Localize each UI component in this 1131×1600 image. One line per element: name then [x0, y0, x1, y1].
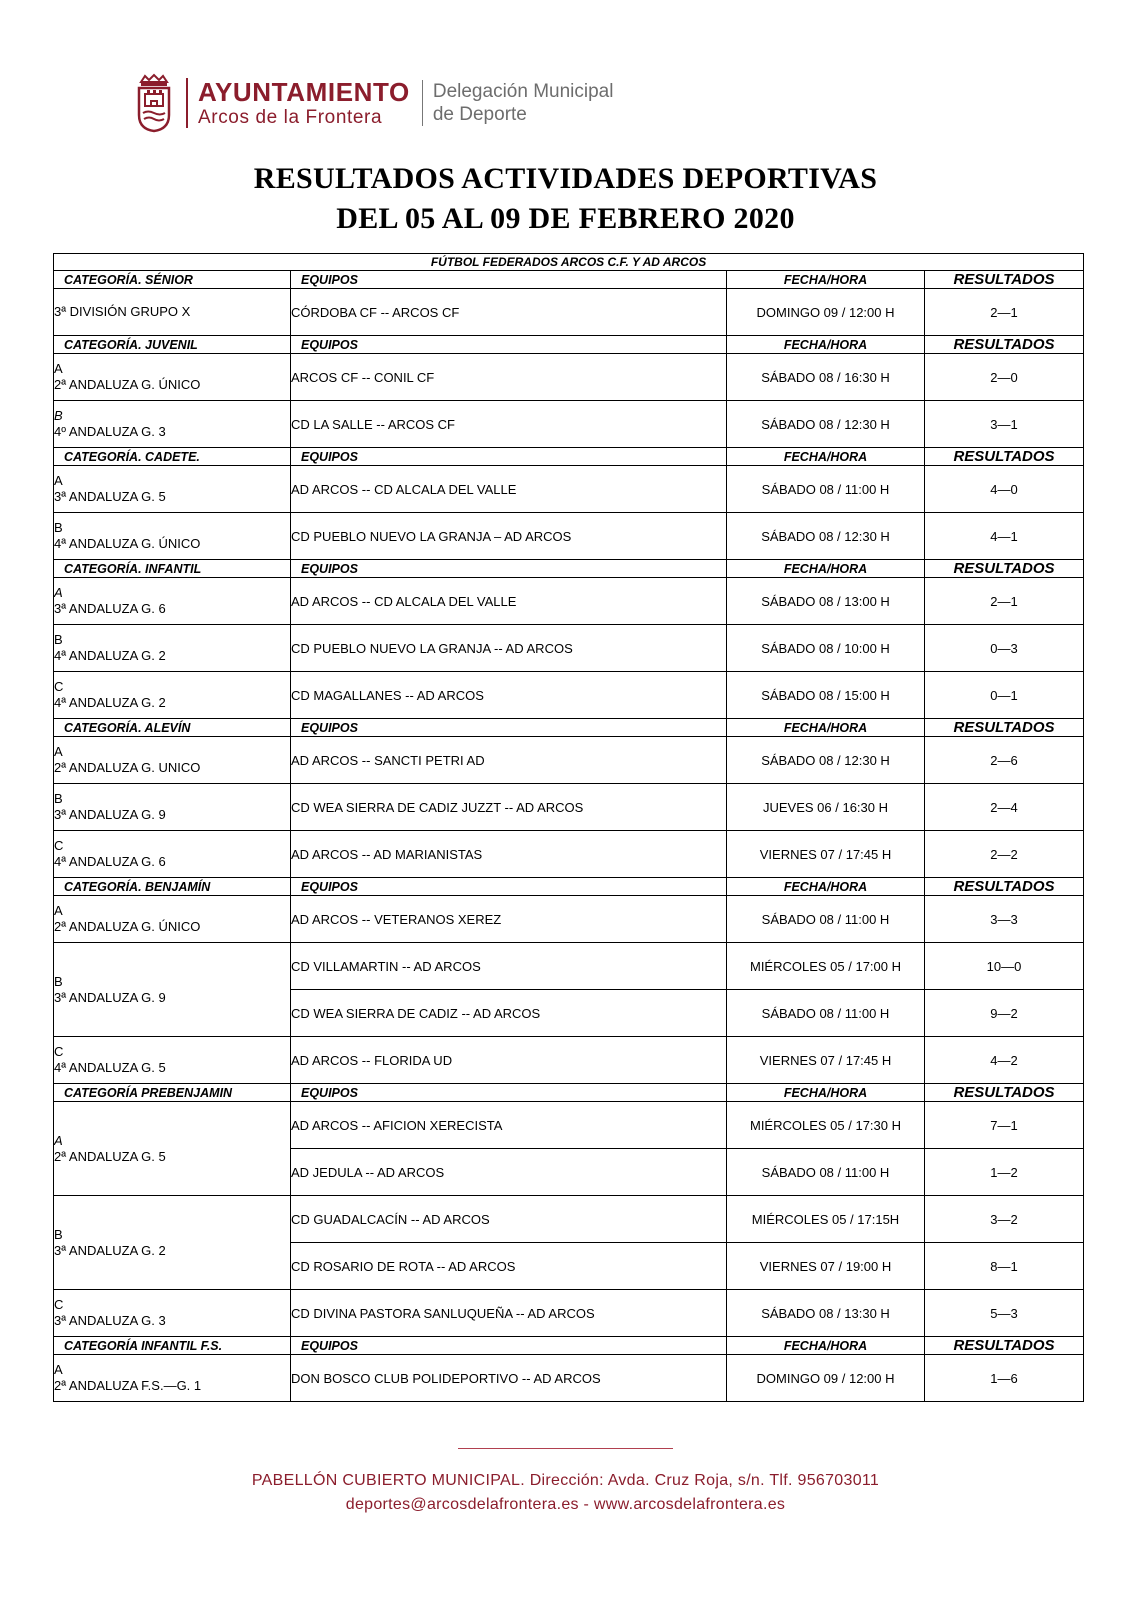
column-header-equipos: EQUIPOS — [291, 878, 727, 896]
match-teams: CD ROSARIO DE ROTA -- AD ARCOS — [291, 1243, 727, 1290]
match-result: 0—3 — [925, 625, 1084, 672]
group-level: C — [54, 1297, 64, 1312]
match-result: 5—3 — [925, 1290, 1084, 1337]
match-result: 2—0 — [925, 354, 1084, 401]
group-level: C — [54, 679, 64, 694]
category-header-row — [54, 1084, 1084, 1102]
column-header-fecha: FECHA/HORA — [727, 560, 925, 578]
group-level: A — [54, 744, 63, 759]
column-header-equipos: EQUIPOS — [291, 336, 727, 354]
column-header-resultados: RESULTADOS — [925, 1337, 1084, 1355]
column-header-resultados: RESULTADOS — [925, 878, 1084, 896]
category-header-row — [54, 271, 1084, 289]
match-teams: AD ARCOS -- AD MARIANISTAS — [291, 831, 727, 878]
category-name: CATEGORÍA. INFANTIL — [54, 560, 291, 578]
match-teams: AD ARCOS -- CD ALCALA DEL VALLE — [291, 578, 727, 625]
category-name: CATEGORÍA PREBENJAMIN — [54, 1084, 291, 1102]
table-row — [54, 1037, 1084, 1084]
match-teams: CD PUEBLO NUEVO LA GRANJA – AD ARCOS — [291, 513, 727, 560]
match-teams: AD ARCOS -- CD ALCALA DEL VALLE — [291, 466, 727, 513]
table-row — [54, 625, 1084, 672]
match-result: 4—0 — [925, 466, 1084, 513]
column-header-equipos: EQUIPOS — [291, 448, 727, 466]
delegation-line-2: de Deporte — [432, 104, 527, 125]
results-table — [53, 253, 1084, 1402]
division-cell — [54, 1102, 291, 1196]
column-header-equipos: EQUIPOS — [291, 271, 727, 289]
table-row — [54, 578, 1084, 625]
table-row — [54, 672, 1084, 719]
match-teams: CÓRDOBA CF -- ARCOS CF — [291, 289, 727, 336]
match-date: VIERNES 07 / 17:45 H — [727, 1037, 925, 1084]
column-header-equipos: EQUIPOS — [291, 560, 727, 578]
division-cell — [54, 737, 291, 784]
division-cell — [54, 401, 291, 448]
logo-divider-2 — [422, 80, 423, 126]
division-name: 3ª ANDALUZA G. 9 — [54, 989, 166, 1005]
division-name: 3ª DIVISIÓN GRUPO X — [54, 304, 191, 319]
group-level: A — [54, 903, 63, 918]
town-crest-icon — [136, 73, 172, 133]
division-cell — [54, 513, 291, 560]
group-level: B — [54, 632, 63, 647]
division-name: 4ª ANDALUZA G. 2 — [54, 695, 166, 710]
table-row — [54, 737, 1084, 784]
column-header-equipos: EQUIPOS — [291, 1084, 727, 1102]
division-cell — [54, 625, 291, 672]
match-date: SÁBADO 08 / 13:00 H — [727, 578, 925, 625]
category-name: CATEGORÍA. JUVENIL — [54, 336, 291, 354]
column-header-resultados: RESULTADOS — [925, 448, 1084, 466]
table-row — [54, 784, 1084, 831]
table-row — [54, 831, 1084, 878]
division-cell — [54, 1196, 291, 1290]
table-row — [54, 401, 1084, 448]
division-name: 3ª ANDALUZA G. 9 — [54, 807, 166, 822]
results-table-body — [54, 254, 1084, 1402]
match-result: 1—6 — [925, 1355, 1084, 1402]
division-name: 2ª ANDALUZA F.S.—G. 1 — [54, 1378, 202, 1393]
division-cell — [54, 831, 291, 878]
division-cell — [54, 672, 291, 719]
match-date: SÁBADO 08 / 11:00 H — [727, 466, 925, 513]
division-cell — [54, 578, 291, 625]
column-header-fecha: FECHA/HORA — [727, 719, 925, 737]
match-teams: CD GUADALCACÍN -- AD ARCOS — [291, 1196, 727, 1243]
match-teams: ARCOS CF -- CONIL CF — [291, 354, 727, 401]
match-date: SÁBADO 08 / 10:00 H — [727, 625, 925, 672]
footer-divider — [458, 1448, 673, 1449]
column-header-resultados: RESULTADOS — [925, 560, 1084, 578]
match-result: 9—2 — [925, 990, 1084, 1037]
table-row — [54, 1355, 1084, 1402]
group-level: B — [54, 1226, 63, 1242]
category-header-row — [54, 1337, 1084, 1355]
group-level: A — [54, 473, 63, 488]
column-header-fecha: FECHA/HORA — [727, 271, 925, 289]
column-header-equipos: EQUIPOS — [291, 719, 727, 737]
match-date: DOMINGO 09 / 12:00 H — [727, 1355, 925, 1402]
match-teams: AD ARCOS -- FLORIDA UD — [291, 1037, 727, 1084]
group-level: A — [54, 1132, 63, 1148]
division-name: 4º ANDALUZA G. 3 — [54, 424, 166, 439]
match-result: 3—3 — [925, 896, 1084, 943]
org-name: AYUNTAMIENTO — [198, 77, 410, 107]
ayuntamiento-wordmark — [198, 79, 410, 127]
division-name: 4ª ANDALUZA G. 5 — [54, 1060, 166, 1075]
table-row — [54, 466, 1084, 513]
match-result: 3—2 — [925, 1196, 1084, 1243]
match-teams: CD LA SALLE -- ARCOS CF — [291, 401, 727, 448]
division-cell — [54, 896, 291, 943]
logo-divider — [186, 78, 188, 128]
match-teams: AD ARCOS -- SANCTI PETRI AD — [291, 737, 727, 784]
table-row — [54, 1102, 1084, 1149]
column-header-equipos: EQUIPOS — [291, 1337, 727, 1355]
division-name: 2ª ANDALUZA G. UNICO — [54, 760, 201, 775]
group-level: B — [54, 520, 63, 535]
footer-address: PABELLÓN CUBIERTO MUNICIPAL. Dirección: Avda. Cruz Roja, s/n. Tlf. 956703011 — [251, 1472, 880, 1489]
town-name: Arcos de la Frontera — [198, 107, 383, 128]
division-cell — [54, 1355, 291, 1402]
match-result: 2—1 — [925, 289, 1084, 336]
table-row — [54, 354, 1084, 401]
group-level: B — [54, 973, 63, 989]
table-row — [54, 289, 1084, 336]
match-date: MIÉRCOLES 05 / 17:15H — [727, 1196, 925, 1243]
group-level: A — [54, 585, 63, 600]
column-header-resultados: RESULTADOS — [925, 719, 1084, 737]
match-result: 2—1 — [925, 578, 1084, 625]
division-name: 4ª ANDALUZA G. ÚNICO — [54, 536, 201, 551]
division-cell — [54, 1037, 291, 1084]
table-row — [54, 943, 1084, 990]
column-header-fecha: FECHA/HORA — [727, 336, 925, 354]
category-name: CATEGORÍA. SÉNIOR — [54, 271, 291, 289]
division-cell — [54, 289, 291, 336]
match-date: SÁBADO 08 / 12:30 H — [727, 513, 925, 560]
group-level: A — [54, 361, 63, 376]
column-header-fecha: FECHA/HORA — [727, 1084, 925, 1102]
group-level: C — [54, 1044, 64, 1059]
match-date: MIÉRCOLES 05 / 17:00 H — [727, 943, 925, 990]
match-teams: AD JEDULA -- AD ARCOS — [291, 1149, 727, 1196]
match-date: VIERNES 07 / 19:00 H — [727, 1243, 925, 1290]
column-header-resultados: RESULTADOS — [925, 1084, 1084, 1102]
delegation-name — [433, 80, 614, 126]
table-banner: FÚTBOL FEDERADOS ARCOS C.F. Y AD ARCOS — [54, 254, 1084, 271]
match-date: SÁBADO 08 / 11:00 H — [727, 896, 925, 943]
header-logo — [136, 72, 613, 134]
match-date: SÁBADO 08 / 15:00 H — [727, 672, 925, 719]
table-row — [54, 896, 1084, 943]
division-name: 3ª ANDALUZA G. 5 — [54, 489, 166, 504]
table-row — [54, 513, 1084, 560]
match-teams: CD VILLAMARTIN -- AD ARCOS — [291, 943, 727, 990]
division-cell — [54, 1290, 291, 1337]
match-result: 4—2 — [925, 1037, 1084, 1084]
match-teams: AD ARCOS -- VETERANOS XEREZ — [291, 896, 727, 943]
division-cell — [54, 943, 291, 1037]
page-title: RESULTADOS ACTIVIDADES DEPORTIVAS — [253, 162, 878, 195]
match-result: 2—2 — [925, 831, 1084, 878]
match-date: DOMINGO 09 / 12:00 H — [727, 289, 925, 336]
division-name: 4ª ANDALUZA G. 6 — [54, 854, 166, 869]
group-level: B — [54, 408, 63, 423]
column-header-resultados: RESULTADOS — [925, 271, 1084, 289]
table-row — [54, 1290, 1084, 1337]
category-header-row — [54, 719, 1084, 737]
division-name: 3ª ANDALUZA G. 3 — [54, 1313, 166, 1328]
match-teams: CD WEA SIERRA DE CADIZ JUZZT -- AD ARCOS — [291, 784, 727, 831]
match-result: 7—1 — [925, 1102, 1084, 1149]
column-header-fecha: FECHA/HORA — [727, 878, 925, 896]
delegation-line-1: Delegación Municipal — [432, 81, 614, 102]
match-teams: AD ARCOS -- AFICION XERECISTA — [291, 1102, 727, 1149]
match-teams: DON BOSCO CLUB POLIDEPORTIVO -- AD ARCOS — [291, 1355, 727, 1402]
column-header-fecha: FECHA/HORA — [727, 1337, 925, 1355]
division-name: 2ª ANDALUZA G. 5 — [54, 1148, 166, 1164]
category-header-row — [54, 336, 1084, 354]
match-teams: CD DIVINA PASTORA SANLUQUEÑA -- AD ARCOS — [291, 1290, 727, 1337]
division-cell — [54, 354, 291, 401]
division-name: 2ª ANDALUZA G. ÚNICO — [54, 377, 201, 392]
category-name: CATEGORÍA. BENJAMÍN — [54, 878, 291, 896]
division-cell — [54, 466, 291, 513]
table-banner-row — [54, 254, 1084, 271]
match-result: 4—1 — [925, 513, 1084, 560]
match-result: 0—1 — [925, 672, 1084, 719]
match-date: SÁBADO 08 / 13:30 H — [727, 1290, 925, 1337]
division-name: 3ª ANDALUZA G. 2 — [54, 1242, 166, 1258]
category-name: CATEGORÍA. CADETE. — [54, 448, 291, 466]
table-row — [54, 1196, 1084, 1243]
match-result: 3—1 — [925, 401, 1084, 448]
match-result: 8—1 — [925, 1243, 1084, 1290]
match-result: 1—2 — [925, 1149, 1084, 1196]
match-date: JUEVES 06 / 16:30 H — [727, 784, 925, 831]
column-header-resultados: RESULTADOS — [925, 336, 1084, 354]
match-date: SÁBADO 08 / 12:30 H — [727, 401, 925, 448]
match-result: 10—0 — [925, 943, 1084, 990]
division-cell — [54, 784, 291, 831]
match-date: MIÉRCOLES 05 / 17:30 H — [727, 1102, 925, 1149]
group-level: C — [54, 838, 64, 853]
match-date: SÁBADO 08 / 12:30 H — [727, 737, 925, 784]
division-name: 3ª ANDALUZA G. 6 — [54, 601, 166, 616]
match-teams: CD WEA SIERRA DE CADIZ -- AD ARCOS — [291, 990, 727, 1037]
match-date: SÁBADO 08 / 11:00 H — [727, 1149, 925, 1196]
category-name: CATEGORÍA. ALEVÍN — [54, 719, 291, 737]
match-date: SÁBADO 08 / 16:30 H — [727, 354, 925, 401]
category-header-row — [54, 560, 1084, 578]
division-name: 2ª ANDALUZA G. ÚNICO — [54, 919, 201, 934]
column-header-fecha: FECHA/HORA — [727, 448, 925, 466]
page-subtitle: DEL 05 AL 09 DE FEBRERO 2020 — [336, 202, 795, 235]
category-header-row — [54, 878, 1084, 896]
group-level: A — [54, 1362, 63, 1377]
category-name: CATEGORÍA INFANTIL F.S. — [54, 1337, 291, 1355]
division-name: 4ª ANDALUZA G. 2 — [54, 648, 166, 663]
match-date: SÁBADO 08 / 11:00 H — [727, 990, 925, 1037]
match-result: 2—4 — [925, 784, 1084, 831]
match-teams: CD MAGALLANES -- AD ARCOS — [291, 672, 727, 719]
match-result: 2—6 — [925, 737, 1084, 784]
match-teams: CD PUEBLO NUEVO LA GRANJA -- AD ARCOS — [291, 625, 727, 672]
footer-contact: deportes@arcosdelafrontera.es - www.arcosdelafrontera.es — [345, 1496, 786, 1513]
match-date: VIERNES 07 / 17:45 H — [727, 831, 925, 878]
category-header-row — [54, 448, 1084, 466]
group-level: B — [54, 791, 63, 806]
